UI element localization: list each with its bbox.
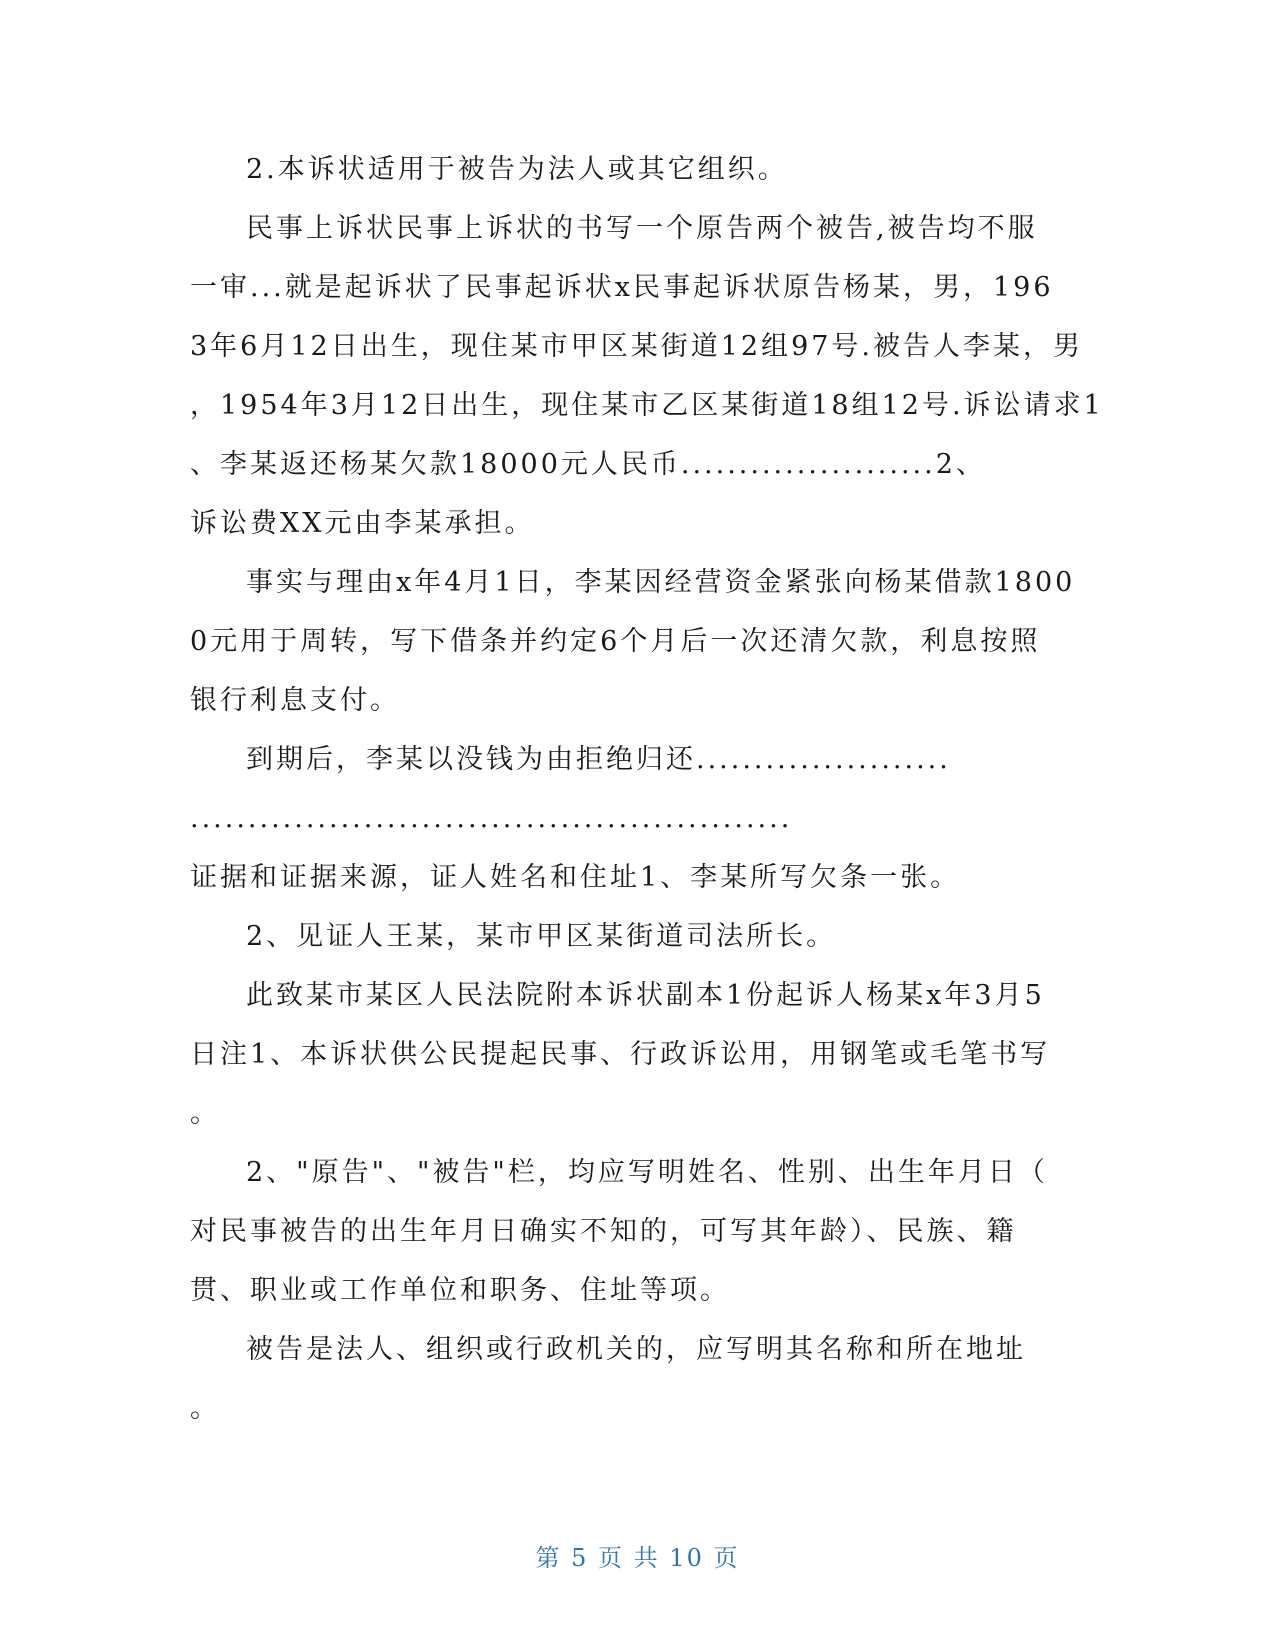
paragraph-line: 诉讼费XX元由李某承担。 bbox=[190, 508, 535, 539]
paragraph-line: 3年6月12日出生，现住某市甲区某街道12组97号.被告人李某，男 bbox=[190, 331, 1084, 362]
paragraph-line: .................................................... bbox=[190, 803, 793, 834]
paragraph-line: 0元用于周转，写下借条并约定6个月后一次还清欠款，利息按照 bbox=[190, 626, 1041, 657]
paragraph-line: 一审...就是起诉状了民事起诉状x民事起诉状原告杨某，男，196 bbox=[190, 272, 1054, 303]
paragraph-line: 。 bbox=[190, 1393, 220, 1424]
paragraph-line: 民事上诉状民事上诉状的书写一个原告两个被告,被告均不服 bbox=[246, 213, 1038, 244]
paragraph-line: 2.本诉状适用于被告为法人或其它组织。 bbox=[246, 154, 788, 185]
paragraph-line: ，1954年3月12日出生，现住某市乙区某街道18组12号.诉讼请求1 bbox=[190, 390, 1104, 421]
paragraph-line: 2、见证人王某，某市甲区某街道司法所长。 bbox=[246, 921, 837, 952]
paragraph-line: 贯、职业或工作单位和职务、住址等项。 bbox=[190, 1275, 730, 1306]
paragraph-line: 对民事被告的出生年月日确实不知的，可写其年龄）、民族、籍 bbox=[190, 1216, 1017, 1247]
page-number-footer: 第 5 页 共 10 页 bbox=[535, 1544, 740, 1572]
paragraph-line: 事实与理由x年4月1日，李某因经营资金紧张向杨某借款1800 bbox=[246, 567, 1076, 598]
paragraph-line: 2、"原告"、"被告"栏，均应写明姓名、性别、出生年月日（ bbox=[246, 1157, 1048, 1188]
paragraph-line: 被告是法人、组织或行政机关的，应写明其名称和所在地址 bbox=[246, 1334, 1026, 1365]
paragraph-line: 到期后，李某以没钱为由拒绝归还...................... bbox=[246, 744, 951, 775]
paragraph-line: 日注1、本诉状供公民提起民事、行政诉讼用，用钢笔或毛笔书写 bbox=[190, 1039, 1051, 1070]
paragraph-line: 银行利息支付。 bbox=[190, 685, 400, 716]
paragraph-line: 、李某返还杨某欠款18000元人民币......................2、 bbox=[190, 449, 986, 480]
paragraph-line: 证据和证据来源，证人姓名和住址1、李某所写欠条一张。 bbox=[190, 862, 961, 893]
paragraph-line: 。 bbox=[190, 1098, 220, 1129]
document-body bbox=[190, 140, 1104, 1438]
paragraph-line: 此致某市某区人民法院附本诉状副本1份起诉人杨某x年3月5 bbox=[246, 980, 1045, 1011]
